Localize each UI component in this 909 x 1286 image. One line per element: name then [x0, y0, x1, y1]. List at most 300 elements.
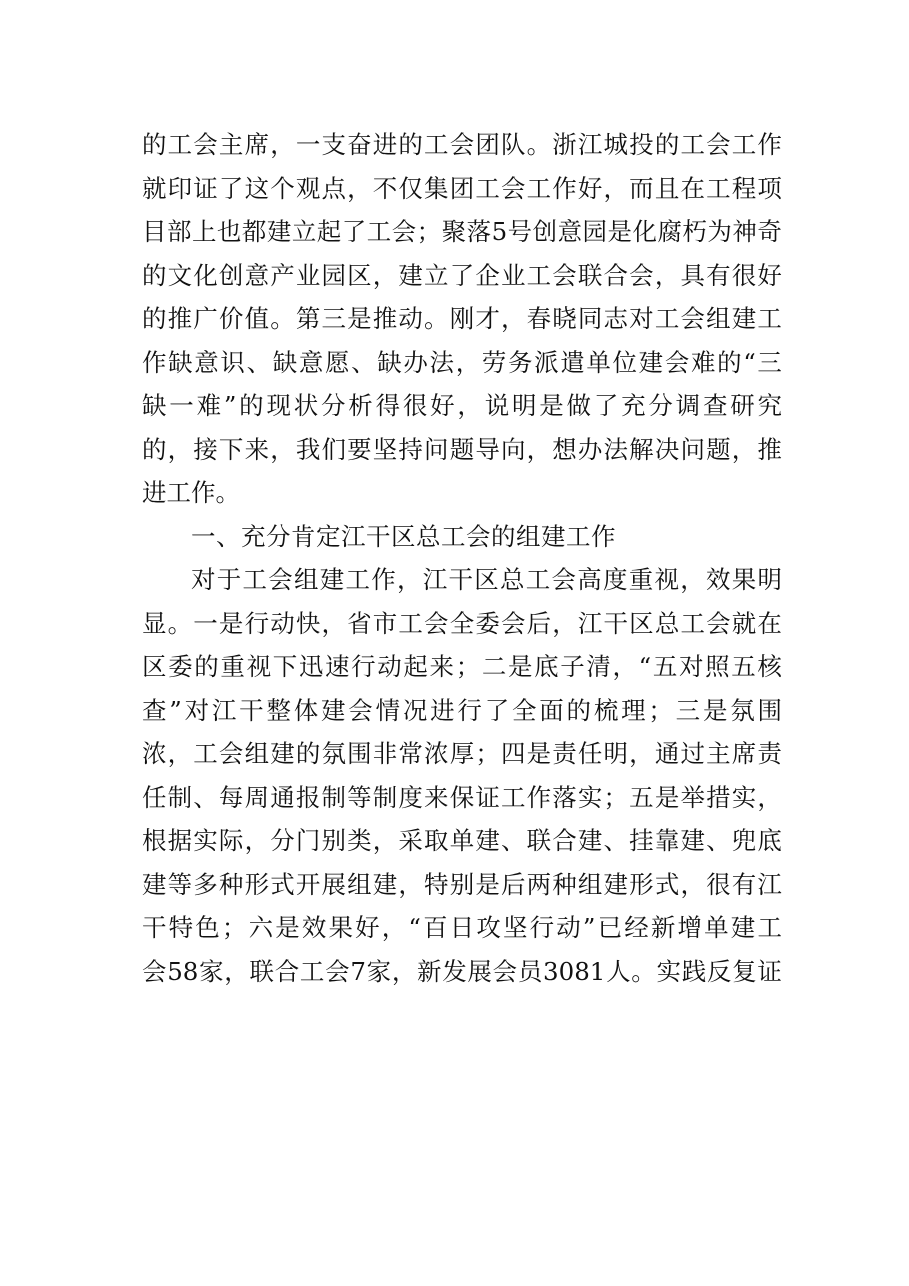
text-glyph: 团 [449, 173, 475, 203]
text-glyph: 别 [449, 869, 475, 899]
text-glyph: 速 [324, 652, 350, 681]
text-glyph: 了 [341, 217, 367, 246]
text-glyph: 、 [706, 826, 731, 855]
text-glyph: 区 [347, 260, 372, 290]
paragraph-line [142, 558, 782, 602]
text-glyph: 作 [526, 782, 552, 812]
text-glyph: 是 [507, 652, 533, 681]
text-glyph: 劳 [481, 347, 507, 377]
paragraph-line [142, 906, 782, 950]
text-glyph: 团 [475, 130, 500, 159]
text-glyph: 采 [398, 826, 423, 855]
paragraph-line [142, 167, 782, 211]
text-glyph: 意 [244, 260, 270, 290]
text-glyph: ， [270, 434, 295, 464]
paragraph-line [142, 297, 782, 341]
text-glyph: 且 [654, 173, 680, 203]
text-glyph: 很 [402, 391, 428, 420]
text-glyph: 非 [372, 739, 398, 768]
text-glyph: 行 [351, 652, 376, 681]
text-glyph: 来 [244, 434, 270, 464]
text-glyph: 根 [142, 826, 167, 855]
text-glyph: 下 [218, 434, 244, 464]
text-glyph: 发 [442, 956, 467, 986]
text-glyph: 工 [526, 173, 552, 203]
text-glyph: 江 [211, 695, 237, 725]
text-glyph: 展 [321, 869, 346, 899]
text-glyph: 建 [731, 304, 757, 333]
text-glyph: 题 [449, 434, 475, 464]
text-glyph: 迅 [298, 652, 324, 681]
text-glyph: 。 [424, 304, 449, 333]
text-glyph: 理 [621, 695, 646, 725]
text-glyph: 制 [321, 782, 346, 812]
text-glyph: 立 [291, 217, 317, 246]
text-glyph: 建 [577, 826, 603, 855]
text-glyph: 会 [706, 130, 731, 159]
text-glyph: 取 [424, 826, 449, 855]
text-glyph: 浓 [142, 739, 167, 768]
text-glyph: 新 [417, 956, 442, 986]
text-glyph: 面 [539, 695, 564, 725]
text-glyph: 工 [757, 913, 782, 942]
text-glyph: 工 [757, 304, 782, 333]
text-glyph: 建 [270, 739, 295, 768]
paragraph-line: 进工作。 [142, 478, 240, 507]
text-glyph: 是 [526, 739, 552, 768]
text-glyph: 号 [507, 217, 533, 246]
text-glyph: 举 [680, 782, 705, 812]
text-glyph: 工 [424, 130, 449, 159]
text-glyph: 调 [675, 391, 701, 420]
text-glyph: ， [552, 608, 577, 638]
text-glyph: ， [612, 652, 638, 681]
text-glyph: 起 [403, 652, 428, 681]
text-glyph: ” [582, 913, 596, 942]
text-glyph: 作 [142, 347, 167, 377]
text-glyph: 建 [266, 217, 292, 246]
text-glyph: 现 [266, 391, 291, 420]
text-glyph: 围 [757, 695, 782, 725]
text-glyph: 二 [481, 652, 507, 681]
text-glyph: 攻 [476, 913, 501, 942]
text-glyph: ， [167, 739, 193, 768]
text-glyph: 明 [511, 391, 537, 420]
text-glyph: 愿 [324, 347, 350, 377]
text-glyph: 的 [295, 739, 321, 768]
text-glyph: 建 [475, 826, 500, 855]
text-glyph: 联 [526, 826, 552, 855]
text-glyph: 立 [424, 260, 449, 290]
text-glyph: 会 [552, 260, 577, 290]
text-glyph: 于 [216, 565, 242, 594]
text-glyph: 识 [220, 347, 245, 377]
text-glyph: 工 [366, 217, 392, 246]
text-glyph: 业 [500, 260, 526, 290]
text-glyph: 等 [347, 782, 372, 812]
text-glyph: 况 [402, 695, 428, 725]
text-glyph: 。 [631, 956, 656, 986]
text-glyph: 行 [244, 608, 270, 638]
text-glyph: 制 [372, 782, 398, 812]
text-glyph: 会 [680, 304, 705, 333]
text-glyph: 才 [475, 304, 500, 333]
text-glyph: 会 [492, 956, 518, 986]
text-glyph: ” [223, 391, 237, 420]
text-glyph: 研 [730, 391, 755, 420]
text-glyph: ， [457, 391, 482, 420]
text-glyph: 家 [366, 956, 392, 986]
text-glyph: 不 [372, 173, 398, 203]
text-glyph: 果 [328, 913, 353, 942]
text-glyph: 会 [706, 608, 731, 638]
text-glyph: 为 [707, 217, 732, 246]
text-glyph: 第 [295, 304, 321, 333]
text-glyph: ， [603, 173, 629, 203]
text-glyph: 建 [603, 869, 629, 899]
text-glyph: 很 [706, 869, 731, 899]
text-glyph: 经 [624, 913, 649, 942]
text-glyph: 行 [457, 695, 482, 725]
text-glyph: 合 [552, 826, 577, 855]
text-glyph: 重 [220, 652, 245, 681]
text-glyph: 合 [274, 956, 300, 986]
text-glyph: 是 [654, 782, 680, 812]
text-glyph: ， [347, 173, 372, 203]
text-glyph: 建 [319, 565, 345, 594]
text-glyph: 日 [449, 913, 475, 942]
text-glyph: 春 [526, 304, 552, 333]
text-glyph: 缺 [377, 347, 402, 377]
text-glyph: 种 [218, 869, 244, 899]
text-glyph: 工 [475, 173, 500, 203]
text-glyph: 建 [142, 869, 167, 899]
text-glyph: 朽 [682, 217, 707, 246]
text-glyph: 工 [654, 304, 680, 333]
text-glyph: 、 [193, 782, 218, 812]
text-glyph: 落 [552, 782, 577, 812]
text-glyph: 点 [321, 173, 346, 203]
text-glyph: 高 [577, 565, 602, 594]
text-glyph: 五 [629, 782, 654, 812]
text-glyph: 一 [169, 391, 194, 420]
text-glyph: 工 [706, 173, 731, 203]
text-glyph: 报 [295, 782, 321, 812]
text-glyph: 证 [475, 782, 500, 812]
text-glyph: 特 [168, 913, 194, 942]
text-glyph: 工 [680, 130, 705, 159]
text-glyph: 百 [423, 913, 448, 942]
text-glyph: 了 [593, 391, 619, 420]
text-glyph: ， [224, 956, 249, 986]
text-glyph: 复 [732, 956, 757, 986]
text-glyph: 对 [629, 304, 654, 333]
text-glyph: 意 [298, 347, 324, 377]
text-glyph: 做 [566, 391, 592, 420]
text-glyph: 动 [377, 652, 402, 681]
text-glyph: ， [680, 869, 705, 899]
text-glyph: ， [654, 260, 680, 290]
text-glyph: 题 [706, 434, 731, 464]
text-glyph: 色 [195, 913, 220, 942]
text-glyph: 对 [191, 565, 216, 594]
text-glyph: ； [475, 739, 500, 768]
paragraph-line [142, 776, 782, 820]
text-glyph: 梳 [593, 695, 619, 725]
text-glyph: 分 [648, 391, 673, 420]
text-glyph: 氛 [321, 739, 346, 768]
text-glyph: 效 [301, 913, 327, 942]
text-glyph: 工 [167, 130, 193, 159]
text-glyph: 省 [347, 608, 372, 638]
text-glyph: 六 [248, 913, 274, 942]
text-glyph: 新 [650, 913, 676, 942]
text-glyph: 联 [249, 956, 274, 986]
text-glyph: 据 [167, 826, 193, 855]
text-glyph: 在 [680, 173, 705, 203]
text-glyph: 创 [532, 217, 558, 246]
text-glyph: 了 [218, 173, 244, 203]
text-glyph: 查 [702, 391, 728, 420]
text-glyph: 文 [167, 260, 193, 290]
text-glyph: 7 [350, 956, 366, 986]
text-glyph: ， [381, 913, 407, 942]
text-glyph: 区 [629, 608, 654, 638]
text-glyph: ， [680, 565, 705, 594]
text-glyph: 很 [731, 260, 757, 290]
text-glyph: 落 [466, 217, 492, 246]
text-glyph: 同 [577, 304, 603, 333]
text-glyph: 形 [629, 869, 654, 899]
text-glyph: 通 [654, 739, 680, 768]
text-glyph: 浓 [424, 739, 449, 768]
text-glyph: 办 [577, 434, 603, 464]
text-glyph: 清 [586, 652, 611, 681]
text-glyph: 工 [680, 608, 705, 638]
text-glyph: 3081 [543, 956, 606, 986]
text-glyph: 来 [424, 782, 449, 812]
text-glyph: 工 [525, 565, 551, 594]
text-glyph: 值 [244, 304, 270, 333]
paragraph-line [142, 341, 782, 385]
text-glyph: 的 [239, 391, 264, 420]
text-glyph: 是 [702, 695, 728, 725]
text-glyph: 了 [484, 695, 510, 725]
text-glyph: 已 [597, 913, 623, 942]
text-glyph: 江 [757, 869, 782, 899]
text-glyph: 会 [193, 130, 218, 159]
text-glyph: 合 [603, 260, 629, 290]
text-glyph: 法 [603, 434, 629, 464]
text-glyph: 显 [142, 608, 167, 638]
text-glyph: 重 [628, 565, 654, 594]
text-glyph: 工 [299, 956, 325, 986]
text-glyph: ， [167, 434, 193, 464]
text-glyph: 建 [680, 826, 705, 855]
text-glyph: 会 [551, 565, 576, 594]
text-glyph: 推 [167, 304, 193, 333]
text-glyph: 工 [193, 739, 218, 768]
text-glyph: 度 [398, 782, 423, 812]
text-glyph: 区 [142, 652, 167, 681]
text-glyph: 工 [398, 608, 423, 638]
text-glyph: 推 [757, 434, 782, 464]
text-glyph: 证 [757, 956, 782, 986]
text-glyph: ， [398, 869, 423, 899]
paragraph-line [142, 645, 782, 689]
text-glyph: 查 [142, 695, 167, 725]
text-glyph: 创 [218, 260, 244, 290]
text-glyph: 一 [193, 608, 218, 638]
text-glyph: ； [455, 652, 481, 681]
text-glyph: 际 [218, 826, 244, 855]
text-glyph: 志 [603, 304, 629, 333]
text-glyph: 明 [757, 565, 782, 594]
text-glyph: 区 [474, 565, 499, 594]
text-glyph: 工 [500, 782, 526, 812]
text-glyph: 情 [375, 695, 401, 725]
text-glyph: 项 [757, 173, 782, 203]
text-glyph: 照 [705, 652, 730, 681]
text-glyph: 业 [295, 260, 321, 290]
text-glyph: 有 [731, 869, 757, 899]
text-glyph: 就 [731, 608, 757, 638]
paragraph-line [142, 689, 782, 733]
text-glyph: 价 [218, 304, 244, 333]
text-glyph: 派 [534, 347, 559, 377]
paragraph-line [142, 732, 782, 776]
text-glyph: 难 [690, 347, 716, 377]
text-glyph: 想 [552, 434, 577, 464]
text-glyph: 状 [293, 391, 319, 420]
text-glyph: 起 [316, 217, 342, 246]
text-glyph: 缺 [272, 347, 298, 377]
text-glyph: 保 [449, 782, 475, 812]
text-glyph: 印 [167, 173, 193, 203]
text-glyph: 视 [246, 652, 272, 681]
text-glyph: 。 [526, 130, 552, 159]
text-glyph: 实 [656, 956, 681, 986]
text-glyph: 推 [372, 304, 398, 333]
text-glyph: 化 [632, 217, 657, 246]
text-glyph: 就 [142, 173, 167, 203]
text-glyph: 接 [193, 434, 218, 464]
text-glyph: 聚 [441, 217, 467, 246]
text-glyph: 法 [429, 347, 455, 377]
text-glyph: 视 [654, 565, 679, 594]
text-glyph: 队 [500, 130, 526, 159]
text-glyph: 建 [730, 913, 756, 942]
text-glyph: 明 [603, 739, 629, 768]
text-glyph: 程 [731, 173, 757, 203]
text-glyph: ， [397, 565, 422, 594]
text-glyph: 要 [347, 434, 372, 464]
text-glyph: ， [321, 608, 346, 638]
text-glyph: 展 [467, 956, 492, 986]
text-glyph: 措 [706, 782, 731, 812]
text-glyph: 度 [603, 565, 628, 594]
text-glyph: 会 [218, 739, 244, 768]
text-glyph: 好 [577, 173, 603, 203]
text-glyph: 会 [664, 347, 690, 377]
text-glyph: ， [455, 347, 481, 377]
text-glyph: 集 [424, 173, 449, 203]
text-glyph: ， [391, 956, 417, 986]
text-glyph: 组 [706, 304, 731, 333]
text-glyph: 反 [706, 956, 732, 986]
text-glyph: 动 [398, 304, 423, 333]
paragraph-line [142, 863, 782, 907]
text-glyph: 的 [654, 130, 680, 159]
text-glyph: 底 [757, 826, 782, 855]
text-glyph: 有 [706, 260, 731, 290]
text-glyph: ， [757, 782, 782, 812]
text-glyph: 得 [375, 391, 401, 420]
text-glyph: ； [221, 913, 247, 942]
text-glyph: 类 [347, 826, 372, 855]
text-glyph: 个 [270, 173, 295, 203]
text-glyph: 。 [270, 304, 295, 333]
text-glyph: 一 [295, 130, 321, 159]
text-glyph: 而 [629, 173, 654, 203]
text-glyph: 意 [194, 347, 219, 377]
text-glyph: ， [372, 826, 398, 855]
text-glyph: ” [169, 695, 182, 725]
text-glyph: 广 [193, 304, 218, 333]
text-glyph: 了 [449, 260, 475, 290]
text-glyph: 的 [194, 652, 219, 681]
text-glyph: 委 [475, 608, 500, 638]
text-glyph: 种 [552, 869, 577, 899]
text-glyph: 常 [398, 739, 423, 768]
text-glyph: 解 [629, 434, 654, 464]
text-glyph: 好 [355, 913, 380, 942]
text-glyph: 实 [731, 782, 757, 812]
text-glyph: 分 [270, 826, 295, 855]
text-glyph: 组 [347, 869, 372, 899]
text-glyph: 上 [191, 217, 217, 246]
text-glyph: 江 [577, 608, 603, 638]
text-glyph: 、 [351, 347, 376, 377]
text-glyph: 证 [193, 173, 218, 203]
text-glyph: 办 [403, 347, 428, 377]
text-glyph: 干 [142, 913, 167, 942]
text-glyph: 的 [566, 695, 592, 725]
text-glyph: 三 [757, 347, 782, 377]
text-glyph: 式 [654, 869, 680, 899]
text-glyph: 是 [475, 869, 500, 899]
text-glyph: 的 [142, 130, 167, 159]
text-glyph: 是 [607, 217, 632, 246]
text-glyph: 、 [500, 826, 526, 855]
text-glyph: 说 [484, 391, 510, 420]
text-glyph: 别 [321, 826, 346, 855]
text-glyph: 四 [500, 739, 526, 768]
text-glyph: 总 [500, 565, 525, 594]
text-glyph: 特 [424, 869, 449, 899]
text-glyph: 实 [193, 826, 218, 855]
text-glyph: 兜 [731, 826, 757, 855]
text-glyph: 席 [244, 130, 270, 159]
text-glyph: 是 [275, 913, 300, 942]
text-glyph: 单 [704, 913, 729, 942]
text-glyph: 整 [266, 695, 291, 725]
text-glyph: 门 [295, 826, 321, 855]
text-glyph: 的 [142, 434, 167, 464]
text-glyph: ， [629, 739, 654, 768]
section-heading: 一、充分肯定江干区总工会的组建工作 [191, 521, 616, 551]
text-glyph: 会 [348, 695, 373, 725]
